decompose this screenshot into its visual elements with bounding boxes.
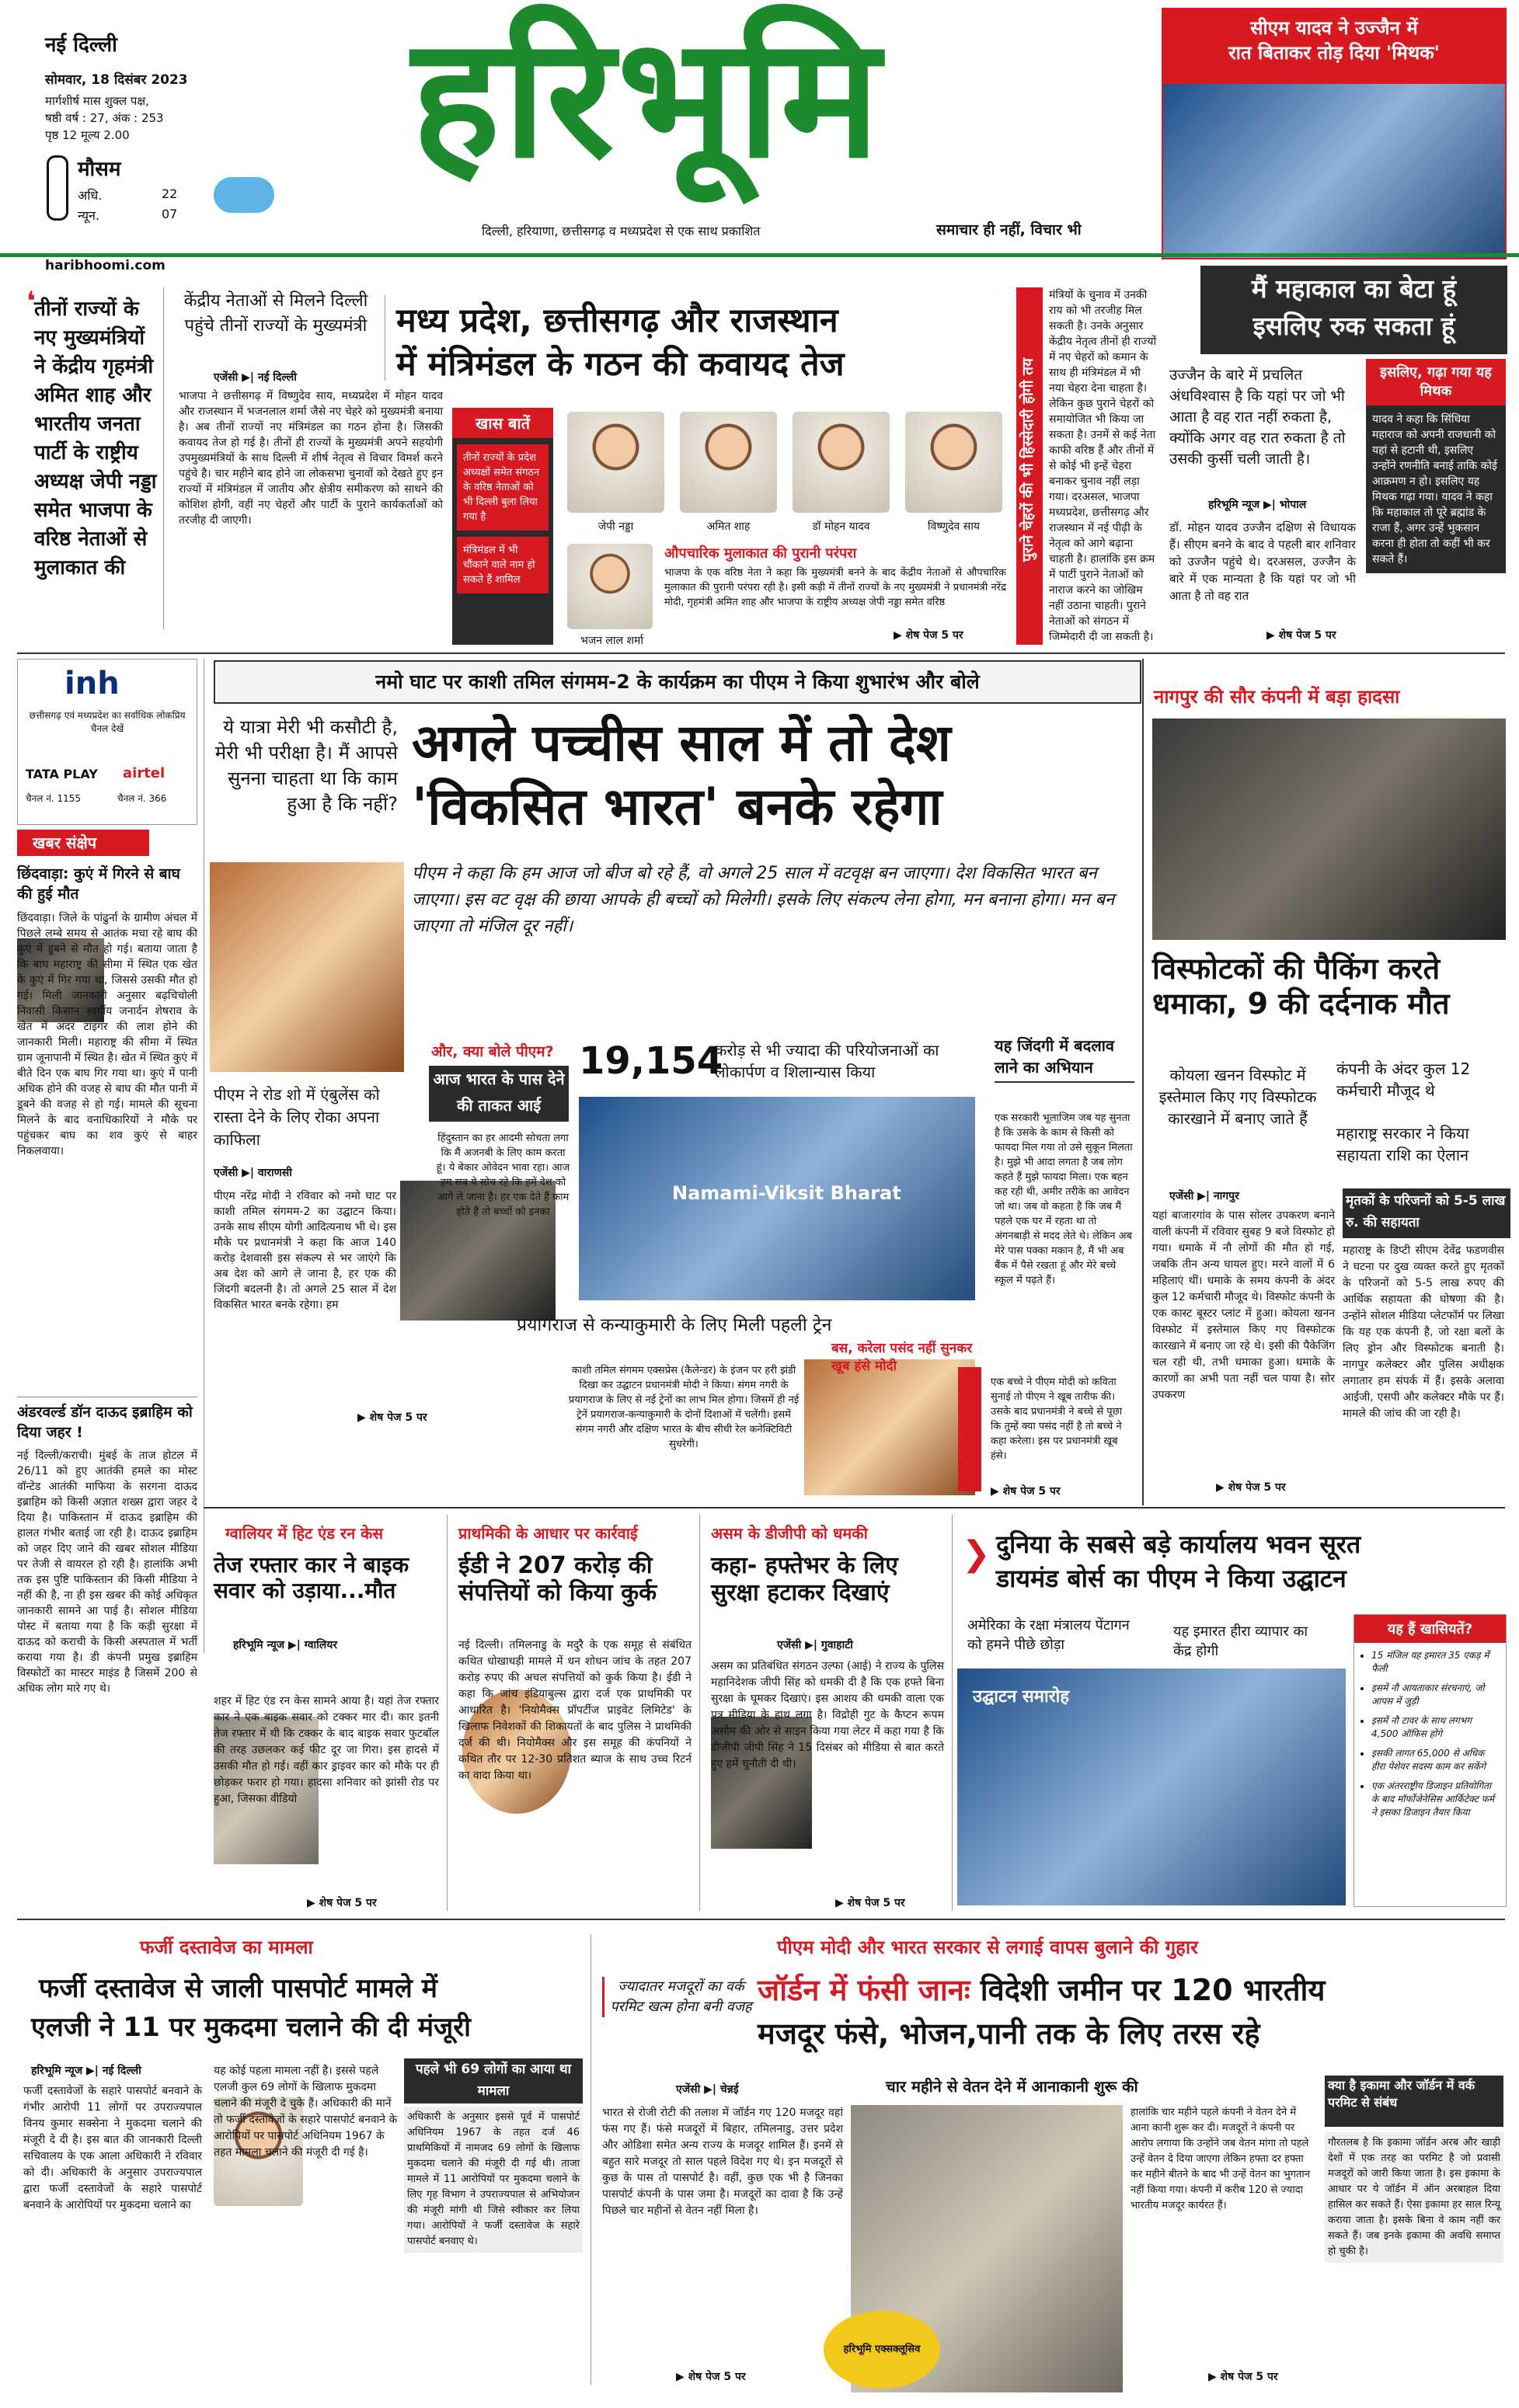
karela-title: बस, करेला पसंद नहीं सुनकर खूब हंसे मोदी [831,1341,973,1374]
list-item: • एक अंतरराष्ट्रीय डिजाइन प्रतियोगिता के बाद मॉर्फोजेनेसिस आर्किटेक्ट फर्म ने इसका डिजाइन तैयार किया [1371,1780,1500,1819]
tataplay-logo: TATA PLAY [26,767,98,781]
brief-body-1: छिंदवाड़ा। जिले के पांढुर्ना के ग्रामीण अंचल में पिछले लम्बे समय से आतंक मचा रहे बाघ की कुएं में डूबने से मौत हो गई। बताया जाता है कि बाघ महाराष्ट्र की सीमा में स्थित एक खेत के कुएं में गिर गया था, जिससे उसकी मौत हो गई। मिली जानकारी अनुसार बढ़चिचोली निवासी किसान स्वर्गीय जनार्दन शेषराव के खेत में अंदर टाइगर की लाश होने की जानकारी मिली। महाराष्ट्र की सीमा में स्थित ग्राम जूनापानी में स्थित है। खेत में स्थित कुएं में बीते दिन एक बाघ गिर गया था। कुएं में पानी अधिक होने की वजह से बाघ की मौत पानी में डूबने की वजह से हो गई। मामले की सूचना मिलने के बाद वनाधिकारियों ने मौके पर पहुंचकर बाघ का शव कुएं से बाहर निकलवाया। [17,912,197,1157]
karela-body: एक बच्चे ने पीएम मोदी को कविता सुनाई तो पीएम ने खूब तारीफ की। उसके बाद प्रधानमंत्री ने बच्चे से पूछा कि तुम्हें क्या पसंद नहीं है तो बच्चे ने कहा करेला। इस पर प्रधानमंत्री खूब हंसे। [991,1376,1123,1462]
mug-nadda [567,412,664,513]
kya-box: आज भारत के पास देने की ताकत आई [429,1066,569,1122]
ear-title-2: रात बिताकर तोड़ दिया 'मिथक' [1228,42,1441,64]
nagpur-box-title: मृतकों के परिजनों को 5-5 लाख रु. की सहायता [1343,1188,1510,1238]
modi-kicker-box [214,660,1141,704]
khas-item-1: तीनों राज्यों के प्रदेश अध्यक्षों समेत संगठन के वरिष्ठ नेताओं को भी दिल्ली बुला लिया गया है [457,444,549,531]
kya-body: हिंदुस्तान का हर आदमी सोचता लगा कि मैं अजनबी के लिए काम करता हूं। ये बेकार ओवेदन भावा रहा। आज हम सब ये सोच रहे कि हमें देश को आगे ले जाना है। हर एक देते हैं काम होते हैं तो बच्चों को इनका [436,1133,570,1218]
mp-headline-2: में मंत्रिमंडल के गठन की कवायद तेज [396,345,845,384]
ye-title: यह जिंदगी में बदलाव लाने का अभियान [995,1035,1134,1083]
website[interactable]: haribhoomi.com [45,258,165,273]
jordan-headline-1: जॉर्डन में फंसी जानः विदेशी जमीन पर 120 भारतीय [758,1973,1326,2007]
modi-quote: ये यात्रा मेरी भी कसौटी है, मेरी भी परीक्षा है। मैं आपसे सुनना चाहता था कि काम हुआ है कि नहीं? [214,716,398,815]
passport-body-1: फर्जी दस्तावेजों के सहारे पासपोर्ट बनवाने के गंभीर आरोपी 11 लोगों पर उपराज्यपाल विनय कुमार सक्सेना ने मुकदमा चलाने की मंजूरी दे दी है। इस बात की जानकारी दिल्ली सचिवालय के एक आला अधिकारी ने रविवार को दी। अधिकारी के अनुसार उपराज्यपाल द्वारा फर्जी दस्तावेजों के सहारे पासपोर्ट बनवाने के आरोपियों पर मुकदमा चलाने का [23,2085,202,2211]
brief-head-1: छिंदवाड़ा: कुएं में गिरने से बाघ की हुई मौत [17,865,180,903]
mp-continued: ▶ शेष पेज 5 पर [894,629,963,642]
ujjain-headline-2: इसलिए रुक सकता हूं [1252,311,1455,341]
passport-box-title: पहले भी 69 लोगों का आया था मामला [404,2058,583,2104]
nagpur-kicker: नागपुर की सौर कंपनी में बड़ा हादसा [1154,686,1400,708]
mp-side-body: मंत्रियों के चुनाव में उनकी राय को भी तरजीह मिल सकती है। उनके अनुसार केंद्रीय नेतृत्व तीनों ही राज्यों में नए चेहरों को कमान के साथ ही मंत्रिमंडल में भी नया चेहरा देना चाहता है। लेकिन कुछ पुराने चेहरों को समायोजित भी किया जा सकता है। उनमें से कई नेता काफी वरिष्ठ हैं और तीनों में से कोई भी इन्हें चेहरा बनाकर चुनाव नहीं लड़ा गया। दरअसल, भाजपा मध्यप्रदेश, छत्तीसगढ़ और राजस्थान में नई पीढ़ी के नेतृत्व को आगे बढ़ाना चाहती है। हालांकि इस क्रम में पार्टी पुराने नेताओं को नाराज करने का जोखिम नहीं उठाना चाहती। पुराने नेताओं को संगठन में जिम्मेदारी दी जा सकती है। [1049,289,1157,643]
ujjain-continued: ▶ शेष पेज 5 पर [1266,629,1336,642]
big-number: 19,154 [579,1039,723,1083]
train-body: काशी तमिल संगमम एक्सप्रेस (कैलेन्डर) के इंजन पर हरी झंडी दिखा कर उद्घाटन प्रधानमंत्री मोदी ने किया। संगम नगरी के प्रयागराज के लिए से नई ट्रेनों का लाभ मिल होगा। जिसमें ही नई ट्रेनें प्रयागराज-कन्याकुमारी के दोनों दिशाओं में चलेंगी। इसमें संगम नगरी और दक्षिण भारत के बीच सीधी रेल कनेक्टिविटी सुधरेगी। [568,1365,800,1450]
calendar-text: मार्गशीर्ष मास शुक्ल पक्ष, [45,94,149,108]
mug-shah [680,412,777,513]
gwalior-byline: हरिभूमि न्यूज ▶| ग्वालियर [233,1639,338,1651]
modi-body: पीएम नरेंद्र मोदी ने रविवार को नमो घाट पर काशी तमिल संगमम-2 का उद्घाटन किया। उनके साथ सीएम योगी आदित्यनाथ भी थे। इस मौके पर प्रधानमंत्री ने कहा कि आज 140 करोड़ देशवासी इस संकल्प से भर जाएंगे कि अब देश को आगे ले जाना है, हर एक की जिंदगी बदलनी है। तो अगले 25 साल में देश विकसित भारत बनके रहेगा। हम [214,1190,396,1311]
jordan-box-body: गौरतलब है कि इकामा जॉर्डन अरब और खाड़ी देशों में एक तरह का परमिट है जो प्रवासी मजदूरों को जारी किया जाता है। इस इकामा के आधार पर ये जॉर्डन में ऑन अरबाहल दिया हासिल कर सकते हैं। ऐसा इकामा हर साल रिन्यू कराया जाता है। इसके बिना वे काम नहीं कर सकते हैं। जब इनके इकामा की अवधि समाप्त हो चुकी है। [1325,2132,1503,2263]
surat-headline-2: डायमंड बोर्स का पीएम ने किया उद्घाटन [996,1564,1347,1593]
prayagraj-caption: प्रयागराज से कन्याकुमारी के लिए मिली पहली ट्रेन [517,1315,832,1335]
surat-features-box [1354,1614,1507,1907]
passport-headline-2: एलजी ने 11 पर मुकदमा चलाने की दी मंजूरी [31,2012,471,2043]
ed-body: नई दिल्ली। तमिलनाडु के मदुरै के एक समूह से संबंधित कथित धोखाधड़ी मामले में धन शोधन जांच के तहत 207 करोड़ रुपए की अचल संपत्तियों को कुर्क किया है। ईडी ने कहा कि जांच इंडियाबुल्स द्वारा दर्ज एक प्राथमिकी पर आधारित है। 'नियोमैक्स प्रॉपर्टीज प्राइवेट लिमिटेड' के खिलाफ निवेशकों की शिकायतों के बाद पुलिस ने प्राथमिकी दर्ज की थी। नियोमैक्स और इस समूह की कंपनियों ने कथित तौर पर 12-30 प्रतिशत ब्याज के साथ उच्च रिटर्न का वादा किया था। [458,1639,692,1782]
gwalior-headline: तेज रफ्तार कार ने बाइक सवार को उड़ाया...मौत [214,1552,409,1604]
list-item: • 15 मंजिल यह इमारत 35 एकड़ में फैली [1371,1649,1500,1676]
passport-body-2: यह कोई पहला मामला नहीं है। इससे पहले एलजी कुल 69 लोगों के खिलाफ मुकदमा चलाने की मंजूरी दे चुके हैं। अधिकारी की मानें तो फर्जी दस्तावेजों के सहारे पासपोर्ट बनवाने के आरोपियों पर पासपोर्ट अधिनियम 1967 के तहत मामला चलाने की मंजूरी दी गई है। [214,2065,398,2159]
list-item: • इसमें नौ टावर के साथ लगभग 4,500 ऑफिस होंगे [1371,1714,1500,1741]
varanasi-stage-photo [579,1097,975,1300]
surat-photo-text: उद्घाटन समारोह [973,1687,1070,1707]
khas-item-2: मंत्रिमंडल में भी चौंकाने वाले नाम हो सकते हैं शामिल [457,537,549,593]
mp-headline-1: मध्य प्रदेश, छत्तीसगढ़ और राजस्थान [396,301,838,340]
pages-price: पृष्ठ 12 मूल्य 2.00 [45,128,130,142]
modi-deck: पीएम ने कहा कि हम आज जो बीज बो रहे हैं, वो अगले 25 साल में वटवृक्ष बन जाएगा। देश विकसित भारत बन जाएगा। इस वट वृक्ष की छाया आपके ही बच्चों को मिलेगी। इसके लिए संकल्प लेना होगा, मन बनाना होगा। मन बन जाएगा तो मंजिल दूर नहीं। [412,864,1115,936]
modi-continued: ▶ शेष पेज 5 पर [357,1411,427,1424]
kids-photo [804,1359,975,1495]
jordan-body: भारत से रोजी रोटी की तलाश में जॉर्डन गए 120 मजदूर वहां फंस गए हैं। फंसे मजदूरों में बिहार, तमिलनाडु, उत्तर प्रदेश और ओडिशा समेत अन्य राज्य के मजदूर शामिल हैं। इनमें से बहुत सारे मजदूर तो साल पहले विदेश गए थे। इन मजदूरों से कुछ के पास तो पासपोर्ट है। वहीं, कुछ एक भी है जिनका पासपोर्ट कंपनी के पास जमा है। मजदूरों का दावा है कि उन्हें पिछले चार महीनों से वेतन नहीं मिला है। [602,2107,843,2217]
ear-story [1162,8,1507,259]
nagpur-byline: एजेंसी ▶| नागपुर [1169,1190,1239,1202]
jordan-photo-body: हालांकि चार महीने पहले कंपनी ने वेतन देने में आना कानी शुरू कर दी। मजदूरों ने कंपनी पर आरोप लगाया कि उन्होंने जब वेतन मांगा तो पहले उन्हें वेतन दे दिया जाएगा लेकिन हफ्ता दर हफ्ता कर महीने बीतने के बाद भी उन्हें वेतन का भुगतान नहीं किया गया। कंपनी में करीब 120 से ज्यादा भारतीय मजदूर कार्यरत हैं। [1131,2107,1310,2211]
passport-box-body: अधिकारी के अनुसार इससे पूर्व में पासपोर्ट अधिनियम 1967 के तहत दर्ज 46 प्राथमिकियों में नामजद 69 लोगों के खिलाफ मुकदमा चलाने की मंजूरी दी गई थी। ताजा मामले में 11 आरोपियों पर मुकदमा चलाने के लिए गृह विभाग ने उपराज्यपाल से अभियोजन की मंजूरी मांगी थी जिसे स्वीकार कर लिया गया। आरोपियों ने फर्जी दस्तावेज के सहारे पासपोर्ट बनवाए थे। [404,2107,583,2253]
ear-photo [1163,84,1505,258]
ed-headline: ईडी ने 207 करोड़ की संपत्तियों को किया कुर्क [458,1552,657,1607]
logo: हरिभूमि [412,2,883,195]
jordan-kicker: पीएम मोदी और भारत सरकार से लगाई वापस बुलाने की गुहार [777,1936,1198,1958]
mug-name-1: जेपी नड्डा [597,520,634,533]
inh-ad [17,659,197,825]
mug-name-4: विष्णुदेव साय [928,520,980,533]
jordan-side-quote: ज्यादातर मजदूरों का वर्क परमिट खत्म होना बनी वजह [602,1977,753,2017]
weather-label: मौसम [78,158,121,181]
nagpur-headline: विस्फोटकों की पैकिंग करते धमाका, 9 की दर्दनाक मौत [1152,952,1450,1021]
modi-headline-1: अगले पच्चीस साल में तो देश [412,712,951,773]
khas-box [452,408,553,645]
jordan-exclusive-logo: हरिभूमि एक्सक्लूसिव [824,2311,940,2389]
ye-body: एक सरकारी भूलाजिम जब यह सुनता है कि उसके के काम से किसी को फायदा मिल गया तो उसे सुकून मिलता है। मुझे भी आदा लगता है जब लोग कहते हैं मुझे फायदा मिला। एक बहन कह रही थी, अमीर तरीके का आवेदन जो था। जब वो कहता है कि जब मैं पहले एक घर में रहता था तो अंगनबाड़ी से मदद लेते थे। लेकिन अब मेरे पास पक्का मकान है, मैं भी अब बैंक में पैसे रखता हूं और मेरे बच्चे स्कूल में पढ़ते हैं। [995,1112,1133,1286]
mug-name-5: भजन लाल शर्मा [580,635,644,647]
airtel-logo: airtel [123,765,165,781]
passport-byline: हरिभूमि न्यूज ▶| नई दिल्ली [31,2065,141,2077]
karela-continued: ▶ शेष पेज 5 पर [991,1485,1061,1498]
mp-byline: एजेंसी ▶| नई दिल्ली [214,371,297,384]
mug-sai [905,412,1002,513]
mp-body: भाजपा ने छत्तीसगढ़ में विष्णुदेव साय, मध्यप्रदेश में मोहन यादव और राजस्थान में भजनलाल शर्मा जैसे नए चेहरे को मुख्यमंत्री बनाया है। अब तीनों राज्यों नए मंत्रिमंडल का गठन होना है। जिसकी कवायद तेज हो गई है। तीनों ही राज्यों के मुख्यमंत्री अपने सहयोगी उपमुख्यमंत्रियों के साथ दिल्ली में शीर्ष नेतृत्व से विचार विमर्श करने पहुंचे है। चार महीने बाद होने जा लोकसभा चुनावों को देखते हुए इन राज्यों में मंत्रिमंडल में जातीय और क्षेत्रीय समीकरण को साधने की कोशिश होगी, वहीं नए चेहरों और पार्टी के पुराने कार्यकर्ताओं को तरजीह दी जाएगी। [179,390,443,527]
passport-headline-1: फर्जी दस्तावेज से जाली पासपोर्ट मामले में [39,1973,437,2004]
ujjain-byline: हरिभूमि न्यूज ▶| भोपाल [1208,499,1307,511]
temp-min-value: 07 [162,207,178,221]
list-item: • इसकी लागत 65,000 से अधिक हीरा पेशेवर सदस्य काम कर सकेंगे [1371,1747,1500,1773]
mug-name-3: डॉ मोहन यादव [812,520,870,533]
ujjain-intro: उज्जैन के बारे में प्रचलित अंधविश्वास है कि यहां पर जो भी आता है वह रात नहीं रुकता है, क्योंकि अगर वह रात रुकता है तो उसकी कुर्सी चली जाती है। [1169,367,1346,468]
assam-kicker: असम के डीजीपी को धमकी [711,1524,868,1543]
mp-side-vertical: पुराने चेहरों की भी हिस्सेदारी होगी तय [1019,358,1036,562]
ujjain-headline-1: मैं महाकाल का बेटा हूं [1251,273,1457,304]
brief-head-2: अंडरवर्ल्ड डॉन दाऊद इब्राहिम को दिया जहर ! [17,1404,193,1441]
mug-name-2: अमित शाह [706,520,751,533]
nagpur-continued: ▶ शेष पेज 5 पर [1216,1481,1286,1494]
inh-tagline: छत्तीसगढ़ एवं मध्यप्रदेश का सर्वाधिक लोकप्रिय चैनल देखें [29,710,186,734]
edition-date: सोमवार, 18 दिसंबर 2023 [45,72,188,88]
cloud-icon [214,177,274,213]
temp-min-label: न्यून. [78,208,99,223]
list-item: • इसमें नौ आयताकार संरचनाएं, जो आपस में जुड़ी [1371,1682,1500,1708]
gwalior-body: शहर में हिट एंड रन केस सामने आया है। यहां तेज रफ्तार कार ने एक बाइक सवार को टक्कर मार दी। कार इतनी तेज रफ्तार में थी कि टक्कर के बाद बाइक सवार फुटबॉल की तरह उछलकर कई फीट दूर जा गिरा। इस हादसे में उसकी मौत हो गई। वहीं कार ड्राइवर कार को मौके पर ही छोड़कर फरार हो गया। हादसा शनिवार को झांसी रोड पर हुआ, जिसका वीडियो [214,1695,439,1805]
inh-channel-1: चैनल नं. 1155 [26,793,82,804]
modi-photo-caption: पीएम ने रोड शो में एंबुलेंस को रास्ता देने के लिए रोका अपना काफिला [214,1085,380,1149]
jordan-photo-caption: चार महीने से वेतन देने में आनाकानी शुरू की [886,2077,1138,2096]
sambat-text: षष्ठी वर्ष : 27, अंक : 253 [45,111,164,125]
thermometer-icon [47,155,68,221]
temp-max-label: अधि. [78,188,103,203]
inh-channel-2: चैनल नं. 366 [117,793,167,804]
modi-byline: एजेंसी ▶| वाराणसी [214,1167,292,1179]
ear-title-1: सीएम यादव ने उज्जैन में [1250,17,1418,39]
masthead [0,0,1519,273]
old-tradition-body: भाजपा के एक वरिष्ठ नेता ने कहा कि मुख्यमंत्री बनने के बाद केंद्रीय नेताओं से औपचारिक मुलाकात की पुरानी परंपरा रही है। इसी कड़ी में तीनों राज्यों के नए मुख्यमंत्री ने प्रधानमंत्री नरेंद्र मोदी, गृहमंत्री अमित शाह और भाजपा के राष्ट्रीय अध्यक्ष जेपी नड्डा समेत वरिष्ठ [664,567,1006,608]
nagpur-sub-3: महाराष्ट्र सरकार ने किया सहायता राशि का ऐलान [1336,1124,1469,1164]
surat-quote-2: यह इमारत हीरा व्यापार का केंद्र होगी [1173,1623,1308,1659]
karela-vertical [958,1367,981,1491]
tagline-right: समाचार ही नहीं, विचार भी [936,221,1082,238]
gwalior-continued: ▶ शेष पेज 5 पर [307,1897,377,1909]
mug-mohan-yadav [793,412,890,513]
nagpur-box-body: महाराष्ट्र के डिप्टी सीएम देवेंद्र फडणवीस ने घटना पर दुख व्यक्त करते हुए मृतकों के परिजनों को 5-5 लाख रुपए की आर्थिक सहायता की घोषणा की है। उन्होंने सोशल मीडिया प्लेटफॉर्म पर लिखा कि यह एक कंपनी है, जो रक्षा बलों के लिए ड्रोन और विस्फोटक बनाती है। नागपुर कलेक्टर और पुलिस अधीक्षक लगातार हम संपर्क में हैं। इसके अलावा आईजी, एसपी और कलेक्टर मौके पर हैं। मामले की जांच की जा रही है। [1343,1244,1504,1420]
ujjain-box-body: यादव ने कहा कि सिंधिया महाराज को अपनी राजधानी को यहां से हटानी थी, इसलिए उन्होंने रणनीति बनाई ताकि कोई आक्रमण न हो। इसलिए यह मिथक गढ़ा गया। यादव ने कहा कि महाकाल तो पूरे ब्रह्मांड के राजा हैं, अगर उन्हें भुकसान करना ही होता तो कहीं भी कर सकते हैं। [1366,405,1506,573]
surat-arrow-icon: ❯ [962,1534,991,1574]
jordan-byline: एजेंसी ▶| चेन्नई [676,2083,739,2096]
surat-features-list [1354,1643,1506,1819]
assam-headline: कहा- हफ्तेभर के लिए सुरक्षा हटाकर दिखाएं [711,1552,898,1607]
jordan-headline-2: मजदूर फंसे, भोजन,पानी तक के लिए तरस रहे [758,2017,1260,2051]
nagpur-sub-2: कंपनी के अंदर कुल 12 कर्मचारी मौजूद थे [1336,1060,1471,1100]
big-number-text: करोड़ से भी ज्यादा की परियोजनाओं का लोकार्पण व शिलान्यास किया [715,1041,939,1081]
jordan-continued: ▶ शेष पेज 5 पर [676,2371,746,2383]
surat-quote-1: अमेरिका के रक्षा मंत्रालय पेंटागन को हमने पीछे छोड़ा [967,1617,1130,1653]
kya-title: और, क्या बोले पीएम? [431,1043,554,1060]
passport-kicker: फर्जी दस्तावेज का मामला [140,1936,313,1958]
ujjain-body: डॉ. मोहन यादव उज्जैन दक्षिण से विधायक हैं। सीएम बनने के बाद वे पहली बार शनिवार को उज्जैन पहुंचे थे। दरअसल, उज्जैन के बारे में एक मान्यता है कि यहां पर जो भी आता है तो वह रात [1169,520,1356,603]
mp-quote: तीनों राज्यों के नए मुख्यमंत्रियों ने केंद्रीय गृहमंत्री अमित शाह और भारतीय जनता पार्टी के राष्ट्रीय अध्यक्ष जेपी नड्डा समेत भाजपा के वरिष्ठ नेताओं से मुलाकात की [34,298,157,579]
edition-city: नई दिल्ली [45,33,117,57]
tagline-left: दिल्ली, हरियाणा, छत्तीसगढ़ व मध्यप्रदेश से एक साथ प्रकाशित [482,224,761,238]
modi-kicker: नमो घाट पर काशी तमिल संगमम-2 के कार्यक्रम का पीएम ने किया शुभारंभ और बोले [375,670,980,693]
mug-bhajan-lal [567,544,653,629]
ujjain-box-title: इसलिए, गढ़ा गया यह मिथक [1366,359,1506,405]
khas-title: खास बातें [452,408,553,438]
ujjain-headline-box [1200,266,1507,354]
surat-headline-1: दुनिया के सबसे बड़े कार्यालय भवन सूरत [996,1529,1361,1559]
inh-logo: inh [64,666,120,701]
gwalior-kicker: ग्वालियर में हिट एंड रन केस [225,1524,384,1543]
modi-headline-2: 'विकसित भारत' बनके रहेगा [412,776,942,837]
stage-banner: Namami-Viksit Bharat [672,1182,901,1204]
jordan-headline-red: जॉर्डन में फंसी जानः [758,1973,970,2007]
brief-title: खबर संक्षेप [17,830,149,856]
nagpur-body: यहां बाजारगांव के पास सोलर उपकरण बनाने वाली कंपनी में रविवार सुबह 9 बजे विस्फोट हो गया। धमाके में नौ लोगों की मौत हो गई, जबकि तीन अन्य घायल हुए। मरने वालों में 6 महिलाएं थीं। धमाके के समय कंपनी के अंदर कुल 12 कर्मचारी मौजूद थे। विस्फोट कंपनी के एक कास्ट बूस्टर प्लांट में हुआ। कोयला खनन विस्फोट में इस्तेमाल किए गए विस्फोटक कारखाने में बनाए जा रहे थे। इसी की पैकेजिंग चल रही थी, तभी धमाका हुआ। धमाके के कारणों का अभी पता नहीं चल पाया है। सोर उपकरण [1152,1209,1335,1401]
assam-body: असम का प्रतिबंधित संगठन उल्फा (आई) ने राज्य के पुलिस महानिदेशक जीपी सिंह को धमकी दी है कि एक हफ्ते बिना सुरक्षा के घूमकर दिखाएं। इस आशय की धमकी वाला एक पत्र मीडिया के हाथ लगा है। विद्रोही गुट के कैप्टन रूपम असोम की ओर से साइन किया गया लेटर में कहा गया है कि डीजीपी जीपी सिंह ने 15 दिसंबर को मीडिया से बात करते हुए हमें चुनौती दी थी। [711,1660,944,1770]
temp-max-value: 22 [162,186,178,201]
old-tradition-title: औपचारिक मुलाकात की पुरानी परंपरा [664,545,857,562]
assam-byline: एजेंसी ▶| गुवाहाटी [777,1639,853,1651]
assam-continued: ▶ शेष पेज 5 पर [835,1897,905,1909]
ed-kicker: प्राथमिकी के आधार पर कार्रवाई [458,1524,638,1543]
modi-photo [210,862,404,1072]
nagpur-photo [1152,719,1506,940]
surat-photo [957,1669,1346,1905]
jordan-box-title: क्या है इकामा और जॉर्डन में वर्क परमिट से संबंध [1325,2076,1503,2127]
surat-box-title: यह हैं खासियतें? [1354,1615,1506,1643]
brief-body-2: नई दिल्ली/कराची। मुंबई के ताज होटल में 26/11 को हुए आतंकी हमले का मोस्ट वॉन्टेड आतंकी माफिया के सरगना दाऊद इब्राहिम को किसी अज्ञात शख्स द्वारा जहर दे दिया है। पाकिस्तान में दाऊद इब्राहिम की हालत गंभीर बताई जा रही है। दाऊद इब्राहिम को जहर दिए जाने की खबर सोशल मीडिया पर तेजी से वायरल हो रही है। हालांकि अभी तक इस पुष्टि पाकिस्तान की किसी मीडिया ने नहीं की है, ना ही इस खबर की कोई अधिकृत जानकारी सामने आ पाई है। सोशल मीडिया पोस्ट में बताया गया है कि कड़ी सुरक्षा में दाऊद को कराची के किसी अस्पताल में भर्ती कराया गया है। डी कंपनी प्रमुख इब्राहिम विस्फोटों का मास्टर माइंड है जिसमें 200 से अधिक लोग मारे गए थे। [17,1449,197,1695]
jordan-photo-continued: ▶ शेष पेज 5 पर [1208,2371,1278,2383]
ujjain-myth-box [1366,359,1506,639]
mp-subhead: केंद्रीय नेताओं से मिलने दिल्ली पहुंचे तीनों राज्यों के मुख्यमंत्री [183,291,368,336]
nagpur-sub-1: कोयला खनन विस्फोट में इस्तेमाल किए गए विस्फोटक कारखाने में बनाए जाते हैं [1158,1066,1317,1128]
